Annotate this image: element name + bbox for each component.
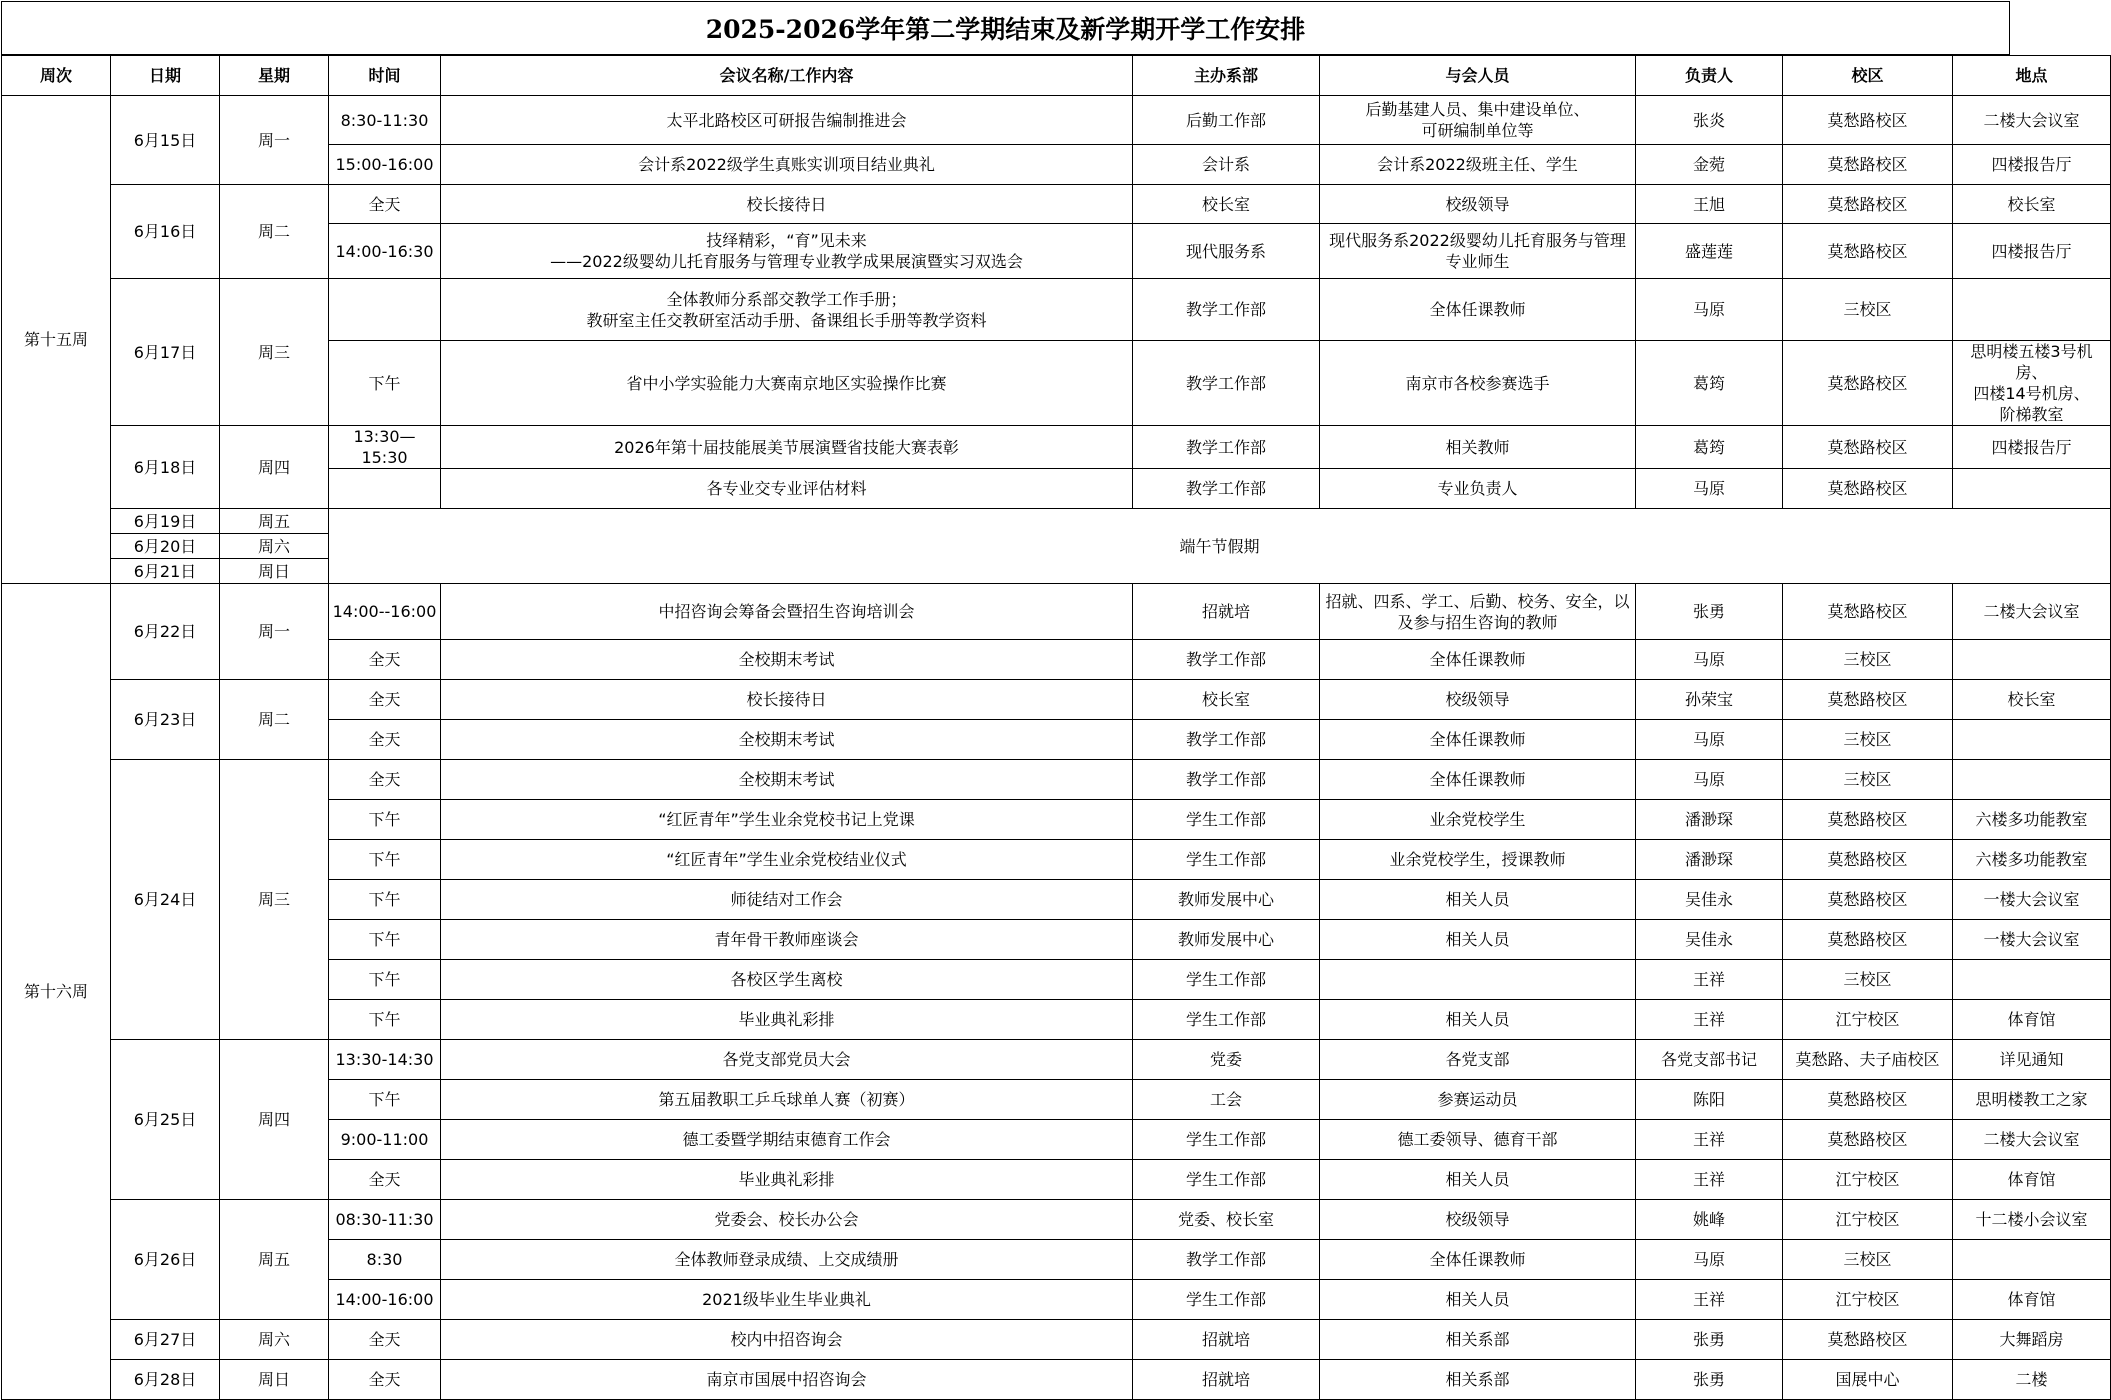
time-cell: 13:30-14:30: [329, 1040, 441, 1080]
dept-cell: 党委: [1133, 1040, 1320, 1080]
table-row: [2, 1200, 2111, 1240]
header-attendees: 与会人员: [1320, 56, 1636, 96]
location-cell: 校长室: [1953, 185, 2111, 224]
time-cell: 下午: [329, 1000, 441, 1040]
location-cell: [1953, 760, 2111, 800]
content-cell: 各专业交专业评估材料: [441, 469, 1133, 509]
header-date: 日期: [111, 56, 220, 96]
location-cell: [1953, 279, 2111, 341]
time-cell: 14:00-16:00: [329, 1280, 441, 1320]
campus-cell: 莫愁路校区: [1783, 224, 1953, 279]
date-cell: 6月15日: [111, 96, 220, 185]
schedule-body: [2, 96, 2111, 1400]
time-cell: 8:30: [329, 1240, 441, 1280]
campus-cell: 三校区: [1783, 1240, 1953, 1280]
leader-cell: 张勇: [1636, 1360, 1783, 1400]
time-cell: 下午: [329, 880, 441, 920]
dept-cell: 学生工作部: [1133, 1160, 1320, 1200]
attendees-cell: 全体任课教师: [1320, 1240, 1636, 1280]
location-cell: 四楼报告厅: [1953, 145, 2111, 185]
attendees-cell: 各党支部: [1320, 1040, 1636, 1080]
attendees-cell: 招就、四系、学工、后勤、校务、安全，以 及参与招生咨询的教师: [1320, 584, 1636, 640]
attendees-cell: 全体任课教师: [1320, 760, 1636, 800]
attendees-cell: 相关系部: [1320, 1360, 1636, 1400]
content-cell: 南京市国展中招咨询会: [441, 1360, 1133, 1400]
week-label: 第十六周: [2, 584, 111, 1400]
content-cell: “红匠青年”学生业余党校书记上党课: [441, 800, 1133, 840]
dept-cell: 教学工作部: [1133, 720, 1320, 760]
weekday-cell: 周六: [220, 534, 329, 559]
table-row: [2, 760, 2111, 800]
content-cell: 太平北路校区可研报告编制推进会: [441, 96, 1133, 145]
content-cell: 师徒结对工作会: [441, 880, 1133, 920]
content-cell: 全校期末考试: [441, 720, 1133, 760]
content-cell: 中招咨询会筹备会暨招生咨询培训会: [441, 584, 1133, 640]
attendees-cell: 相关人员: [1320, 920, 1636, 960]
campus-cell: 江宁校区: [1783, 1200, 1953, 1240]
location-cell: 二楼大会议室: [1953, 584, 2111, 640]
attendees-cell: 南京市各校参赛选手: [1320, 341, 1636, 426]
campus-cell: 莫愁路校区: [1783, 584, 1953, 640]
date-cell: 6月19日: [111, 509, 220, 534]
location-cell: 二楼大会议室: [1953, 96, 2111, 145]
leader-cell: 吴佳永: [1636, 920, 1783, 960]
date-cell: 6月20日: [111, 534, 220, 559]
content-cell: 毕业典礼彩排: [441, 1000, 1133, 1040]
header-leader: 负责人: [1636, 56, 1783, 96]
time-cell: 全天: [329, 1320, 441, 1360]
dept-cell: 会计系: [1133, 145, 1320, 185]
campus-cell: 江宁校区: [1783, 1160, 1953, 1200]
location-cell: 四楼报告厅: [1953, 224, 2111, 279]
campus-cell: 莫愁路、夫子庙校区: [1783, 1040, 1953, 1080]
leader-cell: 姚峰: [1636, 1200, 1783, 1240]
content-cell: 全体教师登录成绩、上交成绩册: [441, 1240, 1133, 1280]
date-cell: 6月23日: [111, 680, 220, 760]
time-cell: 15:00-16:00: [329, 145, 441, 185]
weekday-cell: 周一: [220, 96, 329, 185]
campus-cell: 江宁校区: [1783, 1000, 1953, 1040]
dept-cell: 教学工作部: [1133, 426, 1320, 469]
header-content: 会议名称/工作内容: [441, 56, 1133, 96]
attendees-cell: 参赛运动员: [1320, 1080, 1636, 1120]
leader-cell: 王祥: [1636, 1000, 1783, 1040]
campus-cell: 莫愁路校区: [1783, 1080, 1953, 1120]
weekday-cell: 周三: [220, 279, 329, 426]
campus-cell: 三校区: [1783, 640, 1953, 680]
leader-cell: 马原: [1636, 469, 1783, 509]
campus-cell: 莫愁路校区: [1783, 1120, 1953, 1160]
leader-cell: 王祥: [1636, 1160, 1783, 1200]
date-cell: 6月17日: [111, 279, 220, 426]
dept-cell: 校长室: [1133, 680, 1320, 720]
content-cell: 2026年第十届技能展美节展演暨省技能大赛表彰: [441, 426, 1133, 469]
location-cell: 六楼多功能教室: [1953, 840, 2111, 880]
table-row: [2, 185, 2111, 224]
date-cell: 6月16日: [111, 185, 220, 279]
content-cell: 各校区学生离校: [441, 960, 1133, 1000]
campus-cell: 莫愁路校区: [1783, 920, 1953, 960]
leader-cell: 马原: [1636, 720, 1783, 760]
time-cell: 全天: [329, 720, 441, 760]
time-cell: 14:00--16:00: [329, 584, 441, 640]
location-cell: 一楼大会议室: [1953, 880, 2111, 920]
attendees-cell: 会计系2022级班主任、学生: [1320, 145, 1636, 185]
table-row: [2, 279, 2111, 341]
content-cell: 党委会、校长办公会: [441, 1200, 1133, 1240]
dept-cell: 学生工作部: [1133, 1280, 1320, 1320]
dept-cell: 工会: [1133, 1080, 1320, 1120]
table-row: [2, 584, 2111, 640]
location-cell: [1953, 960, 2111, 1000]
attendees-cell: 德工委领导、德育干部: [1320, 1120, 1636, 1160]
header-campus: 校区: [1783, 56, 1953, 96]
time-cell: 8:30-11:30: [329, 96, 441, 145]
dept-cell: 教学工作部: [1133, 469, 1320, 509]
leader-cell: 王祥: [1636, 960, 1783, 1000]
attendees-cell: 全体任课教师: [1320, 720, 1636, 760]
location-cell: 二楼: [1953, 1360, 2111, 1400]
dept-cell: 教师发展中心: [1133, 880, 1320, 920]
weekday-cell: 周五: [220, 509, 329, 534]
campus-cell: 莫愁路校区: [1783, 1320, 1953, 1360]
time-cell: 14:00-16:30: [329, 224, 441, 279]
content-cell: 毕业典礼彩排: [441, 1160, 1133, 1200]
dept-cell: 招就培: [1133, 584, 1320, 640]
time-cell: 9:00-11:00: [329, 1120, 441, 1160]
dept-cell: 招就培: [1133, 1320, 1320, 1360]
content-cell: 全校期末考试: [441, 760, 1133, 800]
content-cell: 各党支部党员大会: [441, 1040, 1133, 1080]
time-cell: 全天: [329, 1360, 441, 1400]
attendees-cell: 专业负责人: [1320, 469, 1636, 509]
header-weekday: 星期: [220, 56, 329, 96]
weekday-cell: 周四: [220, 426, 329, 509]
dept-cell: 学生工作部: [1133, 960, 1320, 1000]
date-cell: 6月22日: [111, 584, 220, 680]
dept-cell: 后勤工作部: [1133, 96, 1320, 145]
table-row: [2, 1360, 2111, 1400]
leader-cell: 葛筠: [1636, 341, 1783, 426]
table-row: [2, 1040, 2111, 1080]
attendees-cell: 相关人员: [1320, 880, 1636, 920]
location-cell: 体育馆: [1953, 1000, 2111, 1040]
leader-cell: 马原: [1636, 279, 1783, 341]
campus-cell: 三校区: [1783, 960, 1953, 1000]
leader-cell: 王祥: [1636, 1280, 1783, 1320]
leader-cell: 马原: [1636, 640, 1783, 680]
campus-cell: 莫愁路校区: [1783, 96, 1953, 145]
content-cell: 技绎精彩，“育”见未来 ——2022级婴幼儿托育服务与管理专业教学成果展演暨实习双选会: [441, 224, 1133, 279]
campus-cell: 莫愁路校区: [1783, 426, 1953, 469]
location-cell: [1953, 640, 2111, 680]
content-cell: 校内中招咨询会: [441, 1320, 1133, 1360]
content-cell: 第五届教职工乒乓球单人赛（初赛）: [441, 1080, 1133, 1120]
schedule-table: [1, 55, 2111, 1400]
content-cell: 德工委暨学期结束德育工作会: [441, 1120, 1133, 1160]
leader-cell: 葛筠: [1636, 426, 1783, 469]
page-title: 2025-2026学年第二学期结束及新学期开学工作安排: [1, 1, 2010, 55]
location-cell: 一楼大会议室: [1953, 920, 2111, 960]
content-cell: 校长接待日: [441, 680, 1133, 720]
leader-cell: 张勇: [1636, 1320, 1783, 1360]
dept-cell: 学生工作部: [1133, 800, 1320, 840]
weekday-cell: 周二: [220, 680, 329, 760]
location-cell: 思明楼五楼3号机房、 四楼14号机房、 阶梯教室: [1953, 341, 2111, 426]
time-cell: 下午: [329, 1080, 441, 1120]
dept-cell: 教学工作部: [1133, 1240, 1320, 1280]
leader-cell: 金菀: [1636, 145, 1783, 185]
time-cell: 全天: [329, 640, 441, 680]
attendees-cell: 校级领导: [1320, 185, 1636, 224]
attendees-cell: 校级领导: [1320, 680, 1636, 720]
leader-cell: 吴佳永: [1636, 880, 1783, 920]
campus-cell: 莫愁路校区: [1783, 800, 1953, 840]
weekday-cell: 周一: [220, 584, 329, 680]
campus-cell: 国展中心: [1783, 1360, 1953, 1400]
weekday-cell: 周六: [220, 1320, 329, 1360]
dept-cell: 教学工作部: [1133, 341, 1320, 426]
location-cell: 详见通知: [1953, 1040, 2111, 1080]
time-cell: 13:30—15:30: [329, 426, 441, 469]
location-cell: [1953, 720, 2111, 760]
time-cell: 全天: [329, 760, 441, 800]
date-cell: 6月24日: [111, 760, 220, 1040]
week-label: 第十五周: [2, 96, 111, 584]
time-cell: 全天: [329, 185, 441, 224]
location-cell: 二楼大会议室: [1953, 1120, 2111, 1160]
time-cell: 下午: [329, 920, 441, 960]
dept-cell: 校长室: [1133, 185, 1320, 224]
location-cell: [1953, 1240, 2111, 1280]
campus-cell: 莫愁路校区: [1783, 880, 1953, 920]
attendees-cell: 现代服务系2022级婴幼儿托育服务与管理 专业师生: [1320, 224, 1636, 279]
leader-cell: 马原: [1636, 760, 1783, 800]
attendees-cell: 相关人员: [1320, 1160, 1636, 1200]
campus-cell: 莫愁路校区: [1783, 145, 1953, 185]
leader-cell: 孙荣宝: [1636, 680, 1783, 720]
attendees-cell: 校级领导: [1320, 1200, 1636, 1240]
attendees-cell: 相关教师: [1320, 426, 1636, 469]
campus-cell: 莫愁路校区: [1783, 341, 1953, 426]
campus-cell: 莫愁路校区: [1783, 680, 1953, 720]
attendees-cell: 相关人员: [1320, 1280, 1636, 1320]
location-cell: 十二楼小会议室: [1953, 1200, 2111, 1240]
content-cell: 2021级毕业生毕业典礼: [441, 1280, 1133, 1320]
table-row: [2, 680, 2111, 720]
attendees-cell: 全体任课教师: [1320, 640, 1636, 680]
campus-cell: 莫愁路校区: [1783, 840, 1953, 880]
header-location: 地点: [1953, 56, 2111, 96]
leader-cell: 张炎: [1636, 96, 1783, 145]
attendees-cell: 相关系部: [1320, 1320, 1636, 1360]
attendees-cell: [1320, 960, 1636, 1000]
dept-cell: 招就培: [1133, 1360, 1320, 1400]
table-row: [2, 96, 2111, 145]
attendees-cell: 业余党校学生: [1320, 800, 1636, 840]
dept-cell: 学生工作部: [1133, 840, 1320, 880]
content-cell: 校长接待日: [441, 185, 1133, 224]
time-cell: 下午: [329, 960, 441, 1000]
location-cell: 四楼报告厅: [1953, 426, 2111, 469]
table-row: [2, 1320, 2111, 1360]
header-row: [2, 56, 2111, 96]
leader-cell: 王旭: [1636, 185, 1783, 224]
dept-cell: 党委、校长室: [1133, 1200, 1320, 1240]
attendees-cell: 后勤基建人员、集中建设单位、 可研编制单位等: [1320, 96, 1636, 145]
attendees-cell: 业余党校学生，授课教师: [1320, 840, 1636, 880]
campus-cell: 江宁校区: [1783, 1280, 1953, 1320]
campus-cell: 三校区: [1783, 760, 1953, 800]
leader-cell: 盛莲莲: [1636, 224, 1783, 279]
dept-cell: 学生工作部: [1133, 1000, 1320, 1040]
dept-cell: 现代服务系: [1133, 224, 1320, 279]
weekday-cell: 周日: [220, 559, 329, 584]
time-cell: 下午: [329, 800, 441, 840]
location-cell: 体育馆: [1953, 1160, 2111, 1200]
table-row: [2, 426, 2111, 469]
dept-cell: 学生工作部: [1133, 1120, 1320, 1160]
content-cell: 全体教师分系部交教学工作手册； 教研室主任交教研室活动手册、备课组长手册等教学资料: [441, 279, 1133, 341]
location-cell: [1953, 469, 2111, 509]
content-cell: 青年骨干教师座谈会: [441, 920, 1133, 960]
weekday-cell: 周三: [220, 760, 329, 1040]
leader-cell: 王祥: [1636, 1120, 1783, 1160]
time-cell: 下午: [329, 341, 441, 426]
leader-cell: 潘渺琛: [1636, 800, 1783, 840]
date-cell: 6月18日: [111, 426, 220, 509]
holiday-label: 端午节假期: [329, 509, 2111, 584]
leader-cell: 潘渺琛: [1636, 840, 1783, 880]
content-cell: 会计系2022级学生真账实训项目结业典礼: [441, 145, 1133, 185]
attendees-cell: 全体任课教师: [1320, 279, 1636, 341]
date-cell: 6月25日: [111, 1040, 220, 1200]
header-dept: 主办系部: [1133, 56, 1320, 96]
leader-cell: 各党支部书记: [1636, 1040, 1783, 1080]
date-cell: 6月27日: [111, 1320, 220, 1360]
leader-cell: 张勇: [1636, 584, 1783, 640]
weekday-cell: 周日: [220, 1360, 329, 1400]
dept-cell: 教学工作部: [1133, 279, 1320, 341]
time-cell: 下午: [329, 840, 441, 880]
time-cell: [329, 469, 441, 509]
location-cell: 大舞蹈房: [1953, 1320, 2111, 1360]
attendees-cell: 相关人员: [1320, 1000, 1636, 1040]
content-cell: “红匠青年”学生业余党校结业仪式: [441, 840, 1133, 880]
dept-cell: 教学工作部: [1133, 640, 1320, 680]
time-cell: 全天: [329, 680, 441, 720]
weekday-cell: 周四: [220, 1040, 329, 1200]
dept-cell: 教师发展中心: [1133, 920, 1320, 960]
campus-cell: 莫愁路校区: [1783, 469, 1953, 509]
leader-cell: 陈阳: [1636, 1080, 1783, 1120]
dept-cell: 教学工作部: [1133, 760, 1320, 800]
location-cell: 思明楼教工之家: [1953, 1080, 2111, 1120]
table-row: [2, 509, 2111, 534]
time-cell: [329, 279, 441, 341]
campus-cell: 三校区: [1783, 279, 1953, 341]
location-cell: 校长室: [1953, 680, 2111, 720]
location-cell: 六楼多功能教室: [1953, 800, 2111, 840]
content-cell: 全校期末考试: [441, 640, 1133, 680]
date-cell: 6月21日: [111, 559, 220, 584]
time-cell: 全天: [329, 1160, 441, 1200]
header-time: 时间: [329, 56, 441, 96]
weekday-cell: 周二: [220, 185, 329, 279]
location-cell: 体育馆: [1953, 1280, 2111, 1320]
time-cell: 08:30-11:30: [329, 1200, 441, 1240]
campus-cell: 莫愁路校区: [1783, 185, 1953, 224]
date-cell: 6月28日: [111, 1360, 220, 1400]
weekday-cell: 周五: [220, 1200, 329, 1320]
content-cell: 省中小学实验能力大赛南京地区实验操作比赛: [441, 341, 1133, 426]
header-week: 周次: [2, 56, 111, 96]
leader-cell: 马原: [1636, 1240, 1783, 1280]
campus-cell: 三校区: [1783, 720, 1953, 760]
date-cell: 6月26日: [111, 1200, 220, 1320]
